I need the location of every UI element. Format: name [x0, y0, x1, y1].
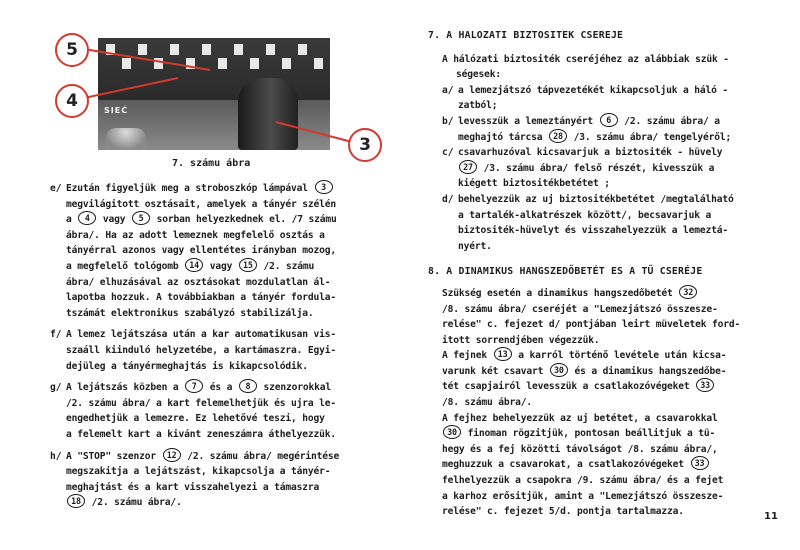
strobe-mark — [186, 58, 195, 69]
section-title: 8. A DINAMIKUS HANGSZEDŐBETÉT ES A TŰ CSERÉJE — [428, 266, 703, 278]
text-line: varunk két csavart 30 és a dinamikus hangszedőbe- — [442, 364, 727, 377]
reference-number: 18 — [67, 494, 85, 508]
text-line: a karhoz erősitjük, amint a "Lemezjátszó összesze- — [442, 490, 724, 502]
fuse-step — [442, 83, 788, 114]
right-page — [400, 0, 800, 550]
reference-number: 28 — [549, 129, 567, 143]
text-line: A hálózati biztositék cseréjéhez az alábbiak szük - — [442, 53, 729, 65]
reference-number: 33 — [696, 378, 714, 392]
text-line: felhelyezzük a csapokra /9. számu ábra/ és a fejet — [442, 475, 724, 487]
text-line: /8. számu ábra/. — [442, 397, 533, 409]
text-line: Ezután figyeljük meg a stroboszkóp lámpával 3 — [66, 181, 390, 197]
instruction-paragraph — [442, 286, 788, 348]
text-line: biztositék-hüvelyt és visszahelyezzük a lemeztá- — [458, 225, 729, 237]
instruction-paragraph — [442, 348, 788, 410]
text-line: szaáll kiinduló helyzetébe, a kartámaszra. Egyi- — [66, 344, 337, 356]
instruction-item — [50, 380, 390, 442]
text-line: engedhetjük a lemezre. Ez lehetővé teszi, hogy — [66, 413, 325, 425]
text-line: /8. számu ábra/ cseréjét a "Lemezjátszó összesze- — [442, 303, 718, 315]
strobe-mark — [170, 44, 179, 55]
text-line: csavarhuzóval kicsavarjuk a biztositék - hüvely — [458, 147, 723, 159]
text-line: lapotba hozzuk. A továbbiakban a tányér fordula- — [66, 292, 337, 304]
text-line: dejüleg a tányérmeghajtás is kikapcsolódik. — [66, 360, 308, 372]
text-line: nyért. — [458, 240, 492, 252]
text-line: megszakitja a lejátszást, kikapcsolja a tányér- — [66, 466, 331, 478]
text-line: a felemelt kart a kivánt zeneszámra áthelyezzük. — [66, 428, 337, 440]
text-line: ábra/. Ha az adott lemeznek megfelelő osztás a — [66, 229, 325, 241]
text-line: a 4 vagy 5 sorban helyezkednek el. /7 számu — [66, 213, 337, 226]
text-line: A lejátszás közben a 7 és a 8 szenzorokkal — [66, 381, 332, 394]
item-label: a/ — [442, 84, 454, 96]
reference-number: 3 — [315, 180, 333, 194]
text-line: meghajtó tárcsa 28 /3. számu ábra/ tengelyéről; — [458, 130, 732, 143]
text-line: A "STOP" szenzor 12 /2. számu ábra/ megérintése — [66, 449, 340, 462]
strobe-mark — [298, 44, 307, 55]
panel-label: SIEĆ — [104, 106, 129, 115]
text-line: hegy és a fej közötti távolságot /8. számu ábra/, — [442, 443, 718, 455]
section-title: 7. A HALOZATI BIZTOSITEK CSEREJE — [428, 30, 624, 41]
text-line: relése" c. fejezet 5/d. pontja tartalmazza. — [442, 506, 684, 518]
strobe-mark — [250, 58, 259, 69]
figure-caption: 7. számu ábra — [172, 158, 251, 169]
text-line: kiégett biztositékbetétet ; — [458, 178, 610, 190]
text-line: A fejnek 13 a karról történő levétele után kicsa- — [442, 349, 727, 362]
reference-number: 15 — [239, 258, 257, 272]
strobe-mark — [122, 58, 131, 69]
strobe-mark — [282, 58, 291, 69]
text-line: A lemez lejátszása után a kar automatikusan vis- — [66, 329, 337, 341]
reference-number: 14 — [185, 258, 203, 272]
reference-number: 33 — [691, 456, 709, 470]
strobe-mark — [106, 44, 115, 55]
text-line: tszámát elektronikus szabályzó stabilizálja. — [66, 307, 314, 319]
section-intro — [428, 52, 788, 83]
text-line: a lemezjátszó tápvezetékét kikapcsoljuk a háló - — [458, 84, 729, 96]
strobe-mark — [314, 58, 323, 69]
reference-number: 12 — [163, 448, 181, 462]
stroboscope-markings — [106, 44, 326, 84]
instruction-item — [50, 449, 390, 511]
text-line: behelyezzük az uj biztositékbetétet /megtalálható — [458, 193, 734, 205]
callout-4: 4 — [55, 84, 89, 118]
instruction-item — [50, 327, 390, 374]
reference-number: 6 — [600, 113, 618, 127]
text-line: 18 /2. számu ábra/. — [66, 495, 390, 511]
callout-3: 3 — [348, 128, 382, 162]
item-label: f/ — [50, 329, 62, 341]
reference-number: 4 — [78, 211, 96, 225]
strobe-mark — [202, 44, 211, 55]
right-body-text — [428, 28, 788, 520]
strobe-mark — [218, 58, 227, 69]
text-line: zatból; — [458, 100, 498, 112]
text-line: 30 finoman rögzitjük, pontosan beállitjuk a tü- — [442, 426, 788, 442]
item-label: d/ — [442, 193, 454, 205]
page-number: 11 — [764, 511, 778, 522]
item-label: b/ — [442, 115, 454, 127]
reference-number: 13 — [494, 347, 512, 361]
text-line: ábra/ elhuzásával az osztásokat mozdulatlan ál- — [66, 276, 331, 288]
reference-number: 5 — [132, 211, 150, 225]
text-line: tányérral azonos vagy ellentétes irányban mozog, — [66, 245, 337, 257]
text-line: A fejhez behelyezzük az uj betétet, a csavarokkal — [442, 412, 718, 424]
text-line: ségesek: — [456, 69, 502, 81]
instruction-item — [50, 181, 390, 321]
reference-number: 7 — [185, 379, 203, 393]
strobe-mark — [266, 44, 275, 55]
strobe-mark — [154, 58, 163, 69]
item-label: h/ — [50, 450, 62, 462]
reference-number: 30 — [443, 425, 461, 439]
fuse-step — [442, 114, 788, 145]
cartridge-instructions — [428, 286, 788, 520]
reference-number: 30 — [550, 363, 568, 377]
text-line: 27 /3. számu ábra/ felső részét, kivesszük a — [458, 161, 788, 177]
text-line: Szükség esetén a dinamikus hangszedőbetét 32 — [442, 286, 788, 302]
text-line: megvilágitott osztásait, amelyek a tányér szélén — [66, 198, 337, 210]
strobe-mark — [138, 44, 147, 55]
text-line: meghajtást és a kart visszahelyezi a támaszra — [66, 481, 320, 493]
selector-lever — [106, 128, 146, 150]
text-line: a megfelelő tológomb 14 vagy 15 /2. számu — [66, 259, 315, 272]
strobe-lamp — [238, 78, 298, 150]
text-line: meghuzzuk a csavarokat, a csatlakozóvégeket 33 — [442, 457, 788, 473]
reference-number: 8 — [239, 379, 257, 393]
item-label: c/ — [442, 147, 454, 159]
strobe-mark — [234, 44, 243, 55]
text-line: tét csapjairól levesszük a csatlakozóvégeket 33 — [442, 379, 788, 395]
item-label: g/ — [50, 382, 62, 394]
fuse-step — [442, 145, 788, 192]
instruction-paragraph — [442, 411, 788, 520]
text-line: /2. számu ábra/ a kart felemelhetjük és ujra le- — [66, 397, 337, 409]
fuse-steps — [428, 83, 788, 255]
text-line: levesszük a lemeztányért 6 /2. számu ábra/ a — [458, 114, 720, 127]
text-line: relése" c. fejezet d/ pontjában leirt müveletek ford- — [442, 319, 741, 331]
left-body-text — [50, 181, 390, 517]
item-label: e/ — [50, 183, 62, 194]
text-line: a tartalék-alkatrészek között/, becsavarjuk a — [458, 209, 712, 221]
fuse-step — [442, 192, 788, 254]
reference-number: 32 — [679, 285, 697, 299]
turntable-photo — [98, 38, 330, 150]
reference-number: 27 — [459, 160, 477, 174]
text-line: itott sorrendjében végezzük. — [442, 334, 600, 346]
callout-5: 5 — [55, 33, 89, 67]
